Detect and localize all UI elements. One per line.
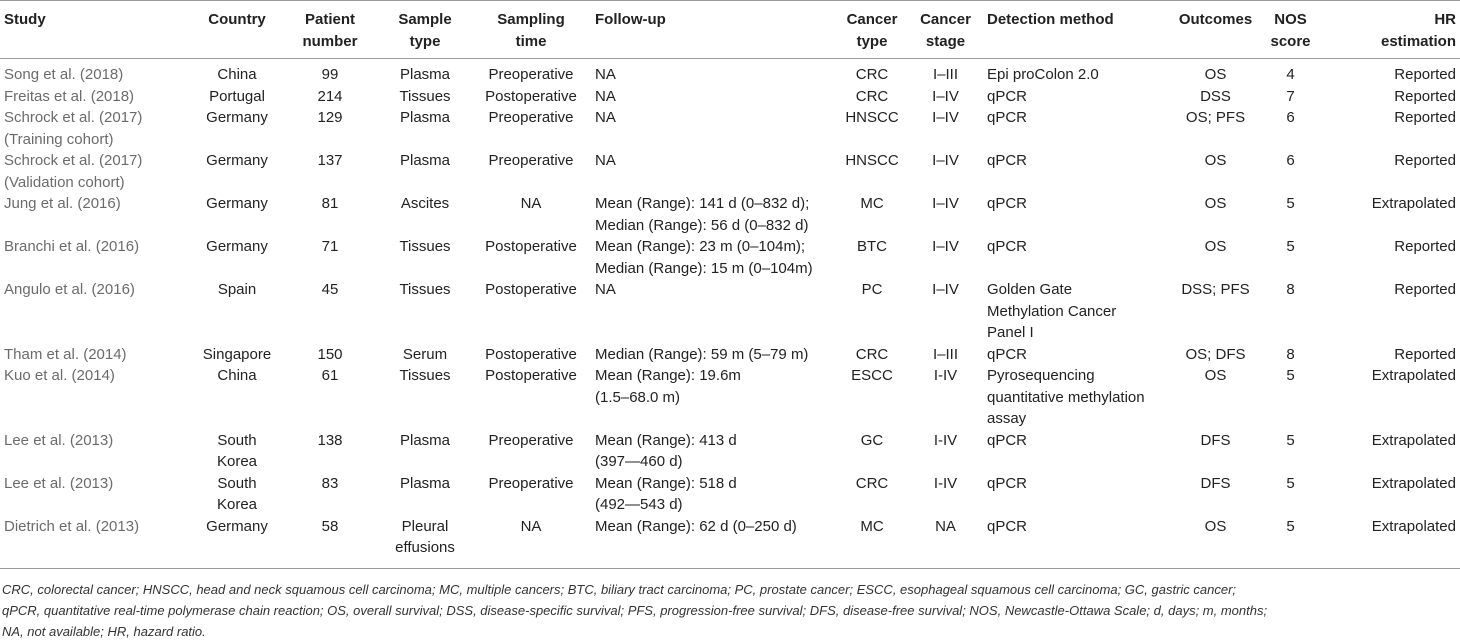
cell-detection-method: qPCR	[987, 238, 1028, 255]
cell-sample-type: Tissues	[399, 367, 451, 384]
cell-hr-estimation: Reported	[1394, 66, 1456, 83]
cell-hr-estimation: Extrapolated	[1371, 367, 1456, 384]
header-patient-number: Patient number	[281, 1, 379, 59]
header-cancer-stage: Cancer stage	[908, 1, 983, 59]
cell-follow-up: Mean (Range): 62 d (0–250 d)	[595, 517, 797, 535]
table-row	[0, 86, 1460, 108]
cell-sample-type: Tissues	[399, 87, 451, 105]
header-study: Study	[0, 1, 193, 59]
cell-cancer-stage: I–IV	[932, 87, 959, 105]
cell-sample-type: Tissues	[399, 238, 451, 255]
cell-cancer-stage: I–IV	[932, 281, 959, 298]
cell-patient-number: 81	[321, 195, 339, 212]
cell-cancer-type: PC	[861, 281, 883, 298]
cell-sampling-time: NA	[520, 517, 542, 535]
cell-study: Lee et al. (2013)	[4, 474, 114, 492]
header-country: Country	[193, 1, 281, 59]
table-body	[0, 59, 1460, 569]
cell-country: South Korea	[216, 431, 258, 470]
cell-nos-score: 6	[1286, 152, 1295, 169]
cell-cancer-stage: I-IV	[933, 474, 958, 492]
cell-follow-up: NA	[595, 109, 616, 126]
cell-outcomes: DSS; PFS	[1181, 281, 1250, 298]
cell-follow-up: NA	[595, 152, 616, 169]
cell-outcomes: DFS	[1200, 474, 1231, 492]
cell-cancer-stage: I–IV	[932, 109, 959, 126]
cell-detection-method: qPCR	[987, 431, 1028, 449]
cell-cancer-type: BTC	[857, 238, 887, 255]
cell-outcomes: OS	[1204, 238, 1227, 255]
cell-sampling-time: NA	[520, 195, 542, 212]
cell-hr-estimation: Reported	[1394, 345, 1456, 363]
table-row	[0, 516, 1460, 569]
cell-study: Jung et al. (2016)	[4, 195, 121, 212]
cell-cancer-type: CRC	[855, 87, 889, 105]
cell-outcomes: DSS	[1200, 87, 1231, 105]
cell-cancer-type: MC	[860, 517, 884, 535]
cell-cancer-stage: I–IV	[932, 238, 959, 255]
table-row	[0, 236, 1460, 279]
cell-sample-type: Plasma	[399, 66, 451, 83]
cell-nos-score: 8	[1286, 281, 1295, 298]
cell-cancer-stage: I-IV	[933, 367, 958, 384]
cell-nos-score: 5	[1286, 195, 1295, 212]
table-row	[0, 473, 1460, 516]
cell-detection-method: qPCR	[987, 195, 1028, 212]
cell-nos-score: 5	[1286, 367, 1295, 384]
cell-follow-up: Mean (Range): 413 d (397—460 d)	[595, 431, 737, 470]
cell-follow-up: Mean (Range): 141 d (0–832 d); Median (Range): 56 d (0–832 d)	[595, 195, 810, 234]
cell-nos-score: 5	[1286, 431, 1295, 449]
cell-cancer-type: GC	[860, 431, 884, 449]
cell-sample-type: Plasma	[399, 431, 451, 449]
cell-cancer-type: CRC	[855, 474, 889, 492]
cell-study: Branchi et al. (2016)	[4, 238, 140, 255]
cell-detection-method: qPCR	[987, 109, 1028, 126]
table-row	[0, 193, 1460, 236]
cell-sampling-time: Preoperative	[488, 474, 574, 492]
header-hr-estimation: HR estimation	[1321, 1, 1460, 59]
cell-hr-estimation: Extrapolated	[1371, 431, 1456, 449]
cell-hr-estimation: Reported	[1394, 109, 1456, 126]
cell-detection-method: Golden Gate Methylation Cancer Panel I	[987, 281, 1117, 341]
cell-outcomes: OS	[1204, 195, 1227, 212]
cell-patient-number: 71	[321, 238, 339, 255]
cell-follow-up: NA	[595, 66, 616, 83]
cell-country: Germany	[206, 238, 268, 255]
header-follow-up: Follow-up	[591, 1, 836, 59]
cell-patient-number: 137	[317, 152, 343, 169]
cell-sampling-time: Preoperative	[488, 431, 574, 449]
cell-country: Portugal	[209, 87, 265, 105]
cell-hr-estimation: Reported	[1394, 281, 1456, 298]
cell-patient-number: 45	[321, 281, 339, 298]
table-row	[0, 59, 1460, 86]
cell-follow-up: Median (Range): 59 m (5–79 m)	[595, 345, 809, 363]
cell-country: South Korea	[216, 474, 258, 513]
cell-sample-type: Plasma	[399, 152, 451, 169]
cell-detection-method: qPCR	[987, 152, 1028, 169]
cell-hr-estimation: Extrapolated	[1371, 517, 1456, 535]
table-footnote: CRC, colorectal cancer; HNSCC, head and neck squamous cell carcinoma; MC, multiple cancers; BTC, biliary tract carcinoma; PC, prostate cancer; ESCC, esophageal squamous cell carcinoma; GC, gastric cancer; qPCR, quantitative real-time polymerase chain reaction; OS, overall survival; DSS, disease-specific survival; PFS, progression-free survival; DFS, disease-free survival; NOS, Newcastle-Ottawa Scale; d, days; m, months; NA, not available; HR, hazard ratio.	[2, 581, 1268, 639]
header-sample-type: Sample type	[379, 1, 471, 59]
cell-study: Lee et al. (2013)	[4, 431, 114, 449]
cell-country: Germany	[206, 152, 268, 169]
cell-follow-up: Mean (Range): 23 m (0–104m); Median (Range): 15 m (0–104m)	[595, 238, 813, 277]
cell-country: Spain	[217, 281, 257, 298]
cell-sample-type: Serum	[402, 345, 448, 363]
cell-outcomes: OS	[1204, 66, 1227, 83]
cell-sample-type: Pleural effusions	[395, 517, 455, 556]
table-row	[0, 344, 1460, 366]
cell-outcomes: OS	[1204, 517, 1227, 535]
cell-patient-number: 99	[321, 66, 339, 83]
cell-cancer-type: HNSCC	[845, 109, 899, 126]
cell-nos-score: 6	[1286, 109, 1295, 126]
cell-study: Angulo et al. (2016)	[4, 281, 135, 298]
cell-study: Schrock et al. (2017) (Validation cohort)	[4, 152, 143, 191]
cell-country: Germany	[206, 517, 268, 535]
cell-detection-method: qPCR	[987, 87, 1028, 105]
cell-nos-score: 4	[1286, 66, 1295, 83]
cell-cancer-stage: I–IV	[932, 195, 959, 212]
cell-study: Schrock et al. (2017) (Training cohort)	[4, 109, 143, 148]
header-detection-method: Detection method	[983, 1, 1171, 59]
cell-hr-estimation: Reported	[1394, 238, 1456, 255]
header-nos-score: NOS score	[1260, 1, 1321, 59]
cell-detection-method: qPCR	[987, 345, 1028, 363]
cell-sampling-time: Preoperative	[488, 66, 574, 83]
cell-country: Singapore	[202, 345, 272, 363]
cell-outcomes: DFS	[1200, 431, 1231, 449]
cell-country: Germany	[206, 195, 268, 212]
cell-cancer-type: CRC	[855, 345, 889, 363]
cell-sample-type: Plasma	[399, 474, 451, 492]
cell-cancer-type: HNSCC	[845, 152, 899, 169]
cell-cancer-type: MC	[860, 195, 884, 212]
cell-nos-score: 5	[1286, 474, 1295, 492]
cell-hr-estimation: Extrapolated	[1371, 195, 1456, 212]
cell-patient-number: 150	[317, 345, 343, 363]
cell-cancer-stage: I-IV	[933, 431, 958, 449]
cell-study: Freitas et al. (2018)	[4, 87, 135, 105]
cell-follow-up: Mean (Range): 518 d (492—543 d)	[595, 474, 737, 513]
cell-sample-type: Plasma	[399, 109, 451, 126]
cell-detection-method: qPCR	[987, 517, 1028, 535]
cell-patient-number: 61	[321, 367, 339, 384]
cell-cancer-stage: NA	[935, 517, 956, 535]
cell-sampling-time: Postoperative	[485, 281, 577, 298]
cell-nos-score: 7	[1286, 87, 1295, 105]
cell-cancer-type: CRC	[855, 66, 889, 83]
cell-sampling-time: Postoperative	[485, 345, 577, 363]
cell-sample-type: Tissues	[399, 281, 451, 298]
cell-country: Germany	[206, 109, 268, 126]
table-header-row	[0, 1, 1460, 59]
table-row	[0, 279, 1460, 344]
cell-patient-number: 138	[317, 431, 343, 449]
cell-study: Tham et al. (2014)	[4, 345, 127, 363]
cell-nos-score: 5	[1286, 238, 1295, 255]
cell-cancer-stage: I–IV	[932, 152, 959, 169]
cell-detection-method: Pyrosequencing quantitative methylation assay	[987, 367, 1145, 427]
header-outcomes: Outcomes	[1171, 1, 1260, 59]
cell-sampling-time: Postoperative	[485, 238, 577, 255]
cell-cancer-type: ESCC	[851, 367, 893, 384]
cell-study: Kuo et al. (2014)	[4, 367, 115, 384]
cell-study: Song et al. (2018)	[4, 66, 124, 83]
cell-outcomes: OS; PFS	[1185, 109, 1246, 126]
cell-patient-number: 214	[317, 87, 343, 105]
cell-detection-method: Epi proColon 2.0	[987, 66, 1099, 83]
header-sampling-time: Sampling time	[471, 1, 591, 59]
table-row	[0, 107, 1460, 150]
cell-sampling-time: Postoperative	[485, 87, 577, 105]
cell-follow-up: NA	[595, 281, 616, 298]
cell-sample-type: Ascites	[400, 195, 450, 212]
cell-outcomes: OS	[1204, 152, 1227, 169]
cell-country: China	[217, 66, 257, 83]
cell-study: Dietrich et al. (2013)	[4, 517, 140, 535]
cell-hr-estimation: Extrapolated	[1371, 474, 1456, 492]
cell-outcomes: OS; DFS	[1185, 345, 1246, 363]
cell-patient-number: 83	[321, 474, 339, 492]
cell-detection-method: qPCR	[987, 474, 1028, 492]
cell-sampling-time: Preoperative	[488, 109, 574, 126]
cell-cancer-stage: I–III	[932, 66, 958, 83]
table-row	[0, 365, 1460, 430]
table-row	[0, 430, 1460, 473]
cell-nos-score: 8	[1286, 345, 1295, 363]
cell-follow-up: Mean (Range): 19.6m (1.5–68.0 m)	[595, 367, 741, 406]
cell-sampling-time: Postoperative	[485, 367, 577, 384]
cell-patient-number: 58	[321, 517, 339, 535]
cell-sampling-time: Preoperative	[488, 152, 574, 169]
cell-hr-estimation: Reported	[1394, 152, 1456, 169]
cell-cancer-stage: I–III	[932, 345, 958, 363]
cell-nos-score: 5	[1286, 517, 1295, 535]
cell-follow-up: NA	[595, 87, 616, 105]
table-row	[0, 150, 1460, 193]
cell-outcomes: OS	[1204, 367, 1227, 384]
header-cancer-type: Cancer type	[836, 1, 908, 59]
cell-patient-number: 129	[317, 109, 343, 126]
cell-hr-estimation: Reported	[1394, 87, 1456, 105]
cell-country: China	[217, 367, 257, 384]
